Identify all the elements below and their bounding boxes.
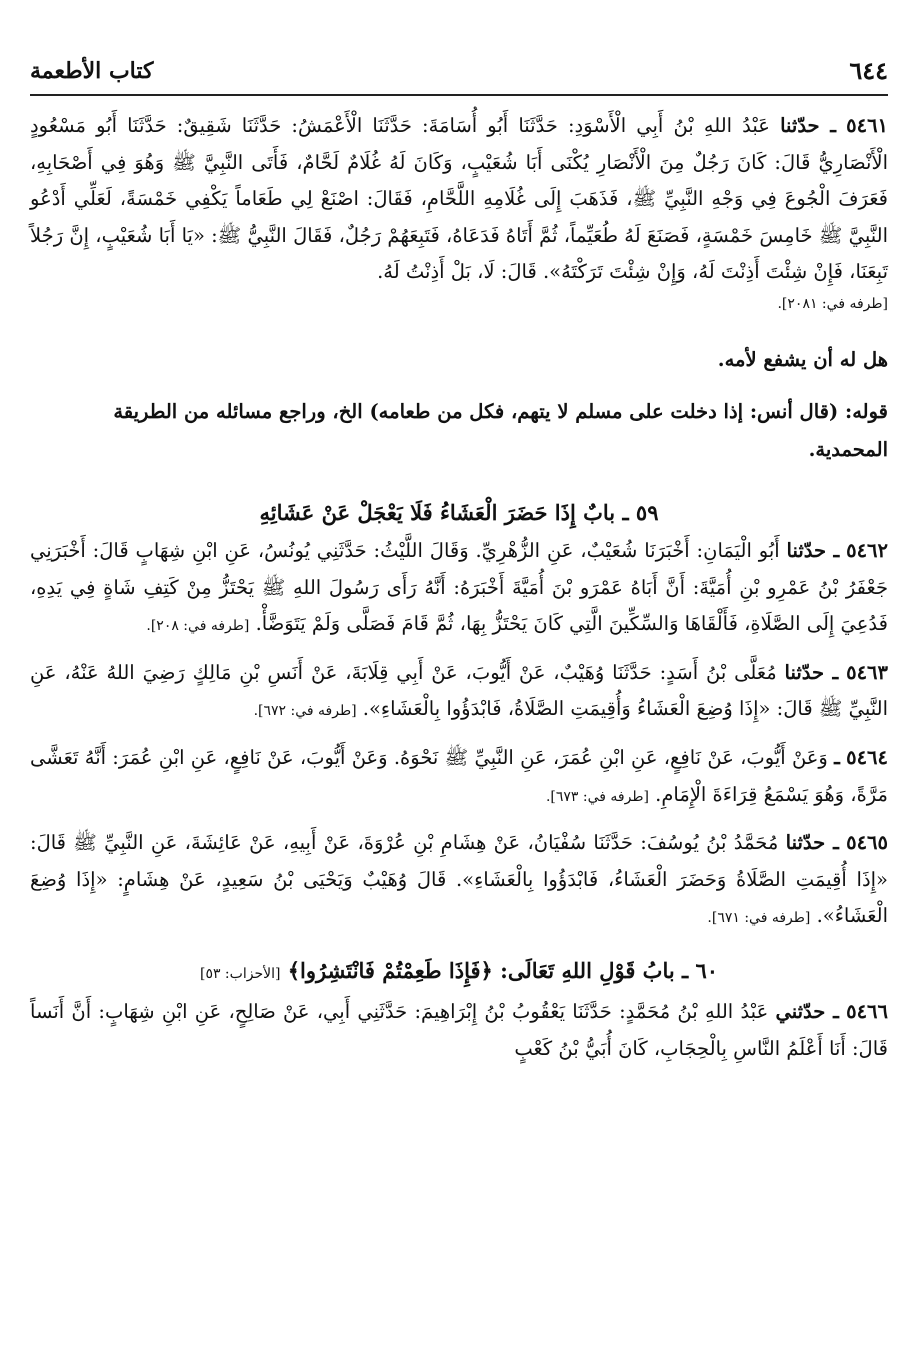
book-title: كتاب الأطعمة <box>30 58 154 84</box>
hadith-lead: ـ حدّثنا <box>785 831 839 855</box>
hadith-lead: ـ حدّثنا <box>786 538 840 562</box>
commentary-note: قوله: (قال أنس: إذا دخلت على مسلم لا يتهم، فكل من طعامه) الخ، وراجع مسائله من الطريقة المحمدية. <box>113 399 888 461</box>
hadith-text: وَعَنْ أَيُّوبَ، عَنْ نَافِعٍ، عَنِ ابْنِ عُمَرَ، عَنِ النَّبِيِّ ﷺ نَحْوَهُ. وَعَنْ أَيُّوبَ، عَنْ نَافِعٍ، عَنِ ابْنِ عُمَرَ: أَنَّهُ تَعَشَّى مَرَّةً، وَهُوَ يَسْمَعُ قِرَاءَةَ الْإِمَامِ. <box>30 745 888 806</box>
hadith-number: ٥٤٦٢ <box>846 538 888 562</box>
hadith-text: مُعَلَّى بْنُ أَسَدٍ: حَدَّثَنَا وُهَيْبٌ، عَنْ أَيُّوبَ، عَنْ أَبِي قِلَابَةَ، عَنْ أَنَسِ بْنِ مَالِكٍ رَضِيَ اللهُ عَنْهُ، عَنِ النَّبِيِّ ﷺ قَالَ: «إِذَا وُضِعَ الْعَشَاءُ وَأُقِيمَتِ الصَّلَاةُ، فَابْدَؤُوا بِالْعَشَاءِ». <box>30 660 888 721</box>
hadith-number: ٥٤٦١ <box>846 114 889 137</box>
hadith-text: عَبْدُ اللهِ بْنُ أَبِي الْأَسْوَدِ: حَدَّثَنَا أَبُو أُسَامَةَ: حَدَّثَنَا الْأَعْمَشُ: حَدَّثَنَا شَقِيقٌ: حَدَّثَنَا أَبُو مَسْعُودٍ الْأَنْصَارِيُّ قَالَ: كَانَ رَجُلٌ مِنَ الْأَنْصَارِ يُكْنَى أَبَا شُعَيْبٍ، وَكَانَ لَهُ غُلَامٌ لَحَّامٌ، فَأَتَى النَّبِيَّ ﷺ وَهُوَ فِي أَصْحَابِهِ، فَعَرَفَ الْجُوعَ فِي وَجْهِ النَّبِيِّ ﷺ، فَذَهَبَ إِلَى غُلَامِهِ اللَّحَّامِ، فَقَالَ: اصْنَعْ لِي طَعَاماً يَكْفِي خَمْسَةً، لَعَلِّي أَدْعُو النَّبِيَّ ﷺ خَامِسَ خَمْسَةٍ، فَصَنَعَ لَهُ طُعَيِّماً، ثُمَّ أَتَاهُ فَدَعَاهُ، فَتَبِعَهُمْ رَجُلٌ، فَقَالَ النَّبِيُّ ﷺ: «يَا أَبَا شُعَيْبٍ، إِنَّ رَجُلاً تَبِعَنَا، فَإِنْ شِئْتَ أَذِنْتَ لَهُ، وَإِنْ شِئْتَ تَرَكْتَهُ». قَالَ: لَا، بَلْ أَذِنْتُ لَهُ. <box>30 114 888 284</box>
hadith-lead: ـ حدّثني <box>775 999 839 1023</box>
hadith-lead: ـ حدّثنا <box>780 114 837 137</box>
header-rule <box>30 94 888 96</box>
hadith-lead: ـ <box>834 745 840 769</box>
cross-reference: [طرفه في: ٦٧٢]. <box>253 703 357 720</box>
hadith-number: ٥٤٦٣ <box>846 660 889 684</box>
cross-reference: [طرفه في: ٢٠٨]. <box>146 618 250 635</box>
commentary-note: هل له أن يشفع لأمه. <box>717 347 888 371</box>
hadith-5466 <box>30 994 888 1067</box>
hadith-5463 <box>30 655 888 730</box>
hadith-lead: ـ حدّثنا <box>784 660 839 684</box>
hadith-text: عَبْدُ اللهِ بْنُ مُحَمَّدٍ: حَدَّثَنَا يَعْقُوبُ بْنُ إِبْرَاهِيمَ: حَدَّثَنِي أَبِي، عَنْ صَالِحٍ، عَنِ ابْنِ شِهَابٍ: أَنَّ أَنَساً قَالَ: أَنَا أَعْلَمُ النَّاسِ بِالْحِجَابِ، كَانَ أُبَيُّ بْنُ كَعْبٍ <box>30 999 888 1060</box>
cross-reference: [طرفه في: ٦٧٣]. <box>545 788 649 805</box>
cross-reference: [طرفه في: ٦٧١]. <box>707 910 811 927</box>
hadith-number: ٥٤٦٦ <box>846 999 889 1023</box>
hadith-5465 <box>30 825 888 937</box>
hadith-number: ٥٤٦٥ <box>846 831 888 855</box>
page-header <box>30 50 888 94</box>
cross-reference: [طرفه في: ٢٠٨١]. <box>777 295 888 312</box>
book-page <box>30 0 888 1357</box>
hadith-number: ٥٤٦٤ <box>846 745 888 769</box>
hadith-5462 <box>30 533 888 645</box>
hadith-text: أَبُو الْيَمَانِ: أَخْبَرَنَا شُعَيْبٌ، عَنِ الزُّهْرِيِّ. وَقَالَ اللَّيْثُ: حَدَّثَنِي يُونُسُ، عَنِ ابْنِ شِهَابٍ قَالَ: أَخْبَرَنِي جَعْفَرُ بْنُ عَمْرِو بْنِ أُمَيَّةَ: أَنَّ أَبَاهُ عَمْرَو بْنَ أُمَيَّةَ أَخْبَرَهُ: أَنَّهُ رَأَى رَسُولَ اللهِ ﷺ يَحْتَزُّ مِنْ كَتِفِ شَاةٍ فِي يَدِهِ، فَدُعِيَ إِلَى الصَّلَاةِ، فَأَلْقَاهَا وَالسِّكِّينَ الَّتِي كَانَ يَحْتَزُّ بِهَا، ثُمَّ قَامَ فَصَلَّى وَلَمْ يَتَوَضَّأْ. <box>30 538 888 636</box>
page-number: ٦٤٤ <box>849 56 888 85</box>
quran-reference: [الأحزاب: ٥٣] <box>199 965 281 982</box>
chapter-heading-59: ٥٩ ـ بابٌ إِذَا حَضَرَ الْعَشَاءُ فَلَا يَعْجَلْ عَنْ عَشَائِهِ <box>259 499 659 525</box>
page-body <box>30 108 888 1067</box>
hadith-text: مُحَمَّدُ بْنُ يُوسُفَ: حَدَّثَنَا سُفْيَانُ، عَنْ هِشَامِ بْنِ عُرْوَةَ، عَنْ أَبِيهِ، عَنْ عَائِشَةَ، عَنِ النَّبِيِّ ﷺ قَالَ: «إِذَا أُقِيمَتِ الصَّلَاةُ وَحَضَرَ الْعَشَاءُ، فَابْدَؤُوا بِالْعَشَاءِ». قَالَ وُهَيْبٌ وَيَحْيَى بْنُ سَعِيدٍ، عَنْ هِشَامٍ: «إِذَا وُضِعَ الْعَشَاءُ». <box>30 831 888 928</box>
hadith-5464 <box>30 740 888 815</box>
chapter-title: ٦٠ ـ بابُ قَوْلِ اللهِ تَعَالَى: ﴿فَإِذَا طَعِمْتُمْ فَانْتَشِرُوا﴾ <box>287 957 719 983</box>
hadith-5461 <box>30 108 888 291</box>
chapter-heading-60 <box>30 951 888 994</box>
